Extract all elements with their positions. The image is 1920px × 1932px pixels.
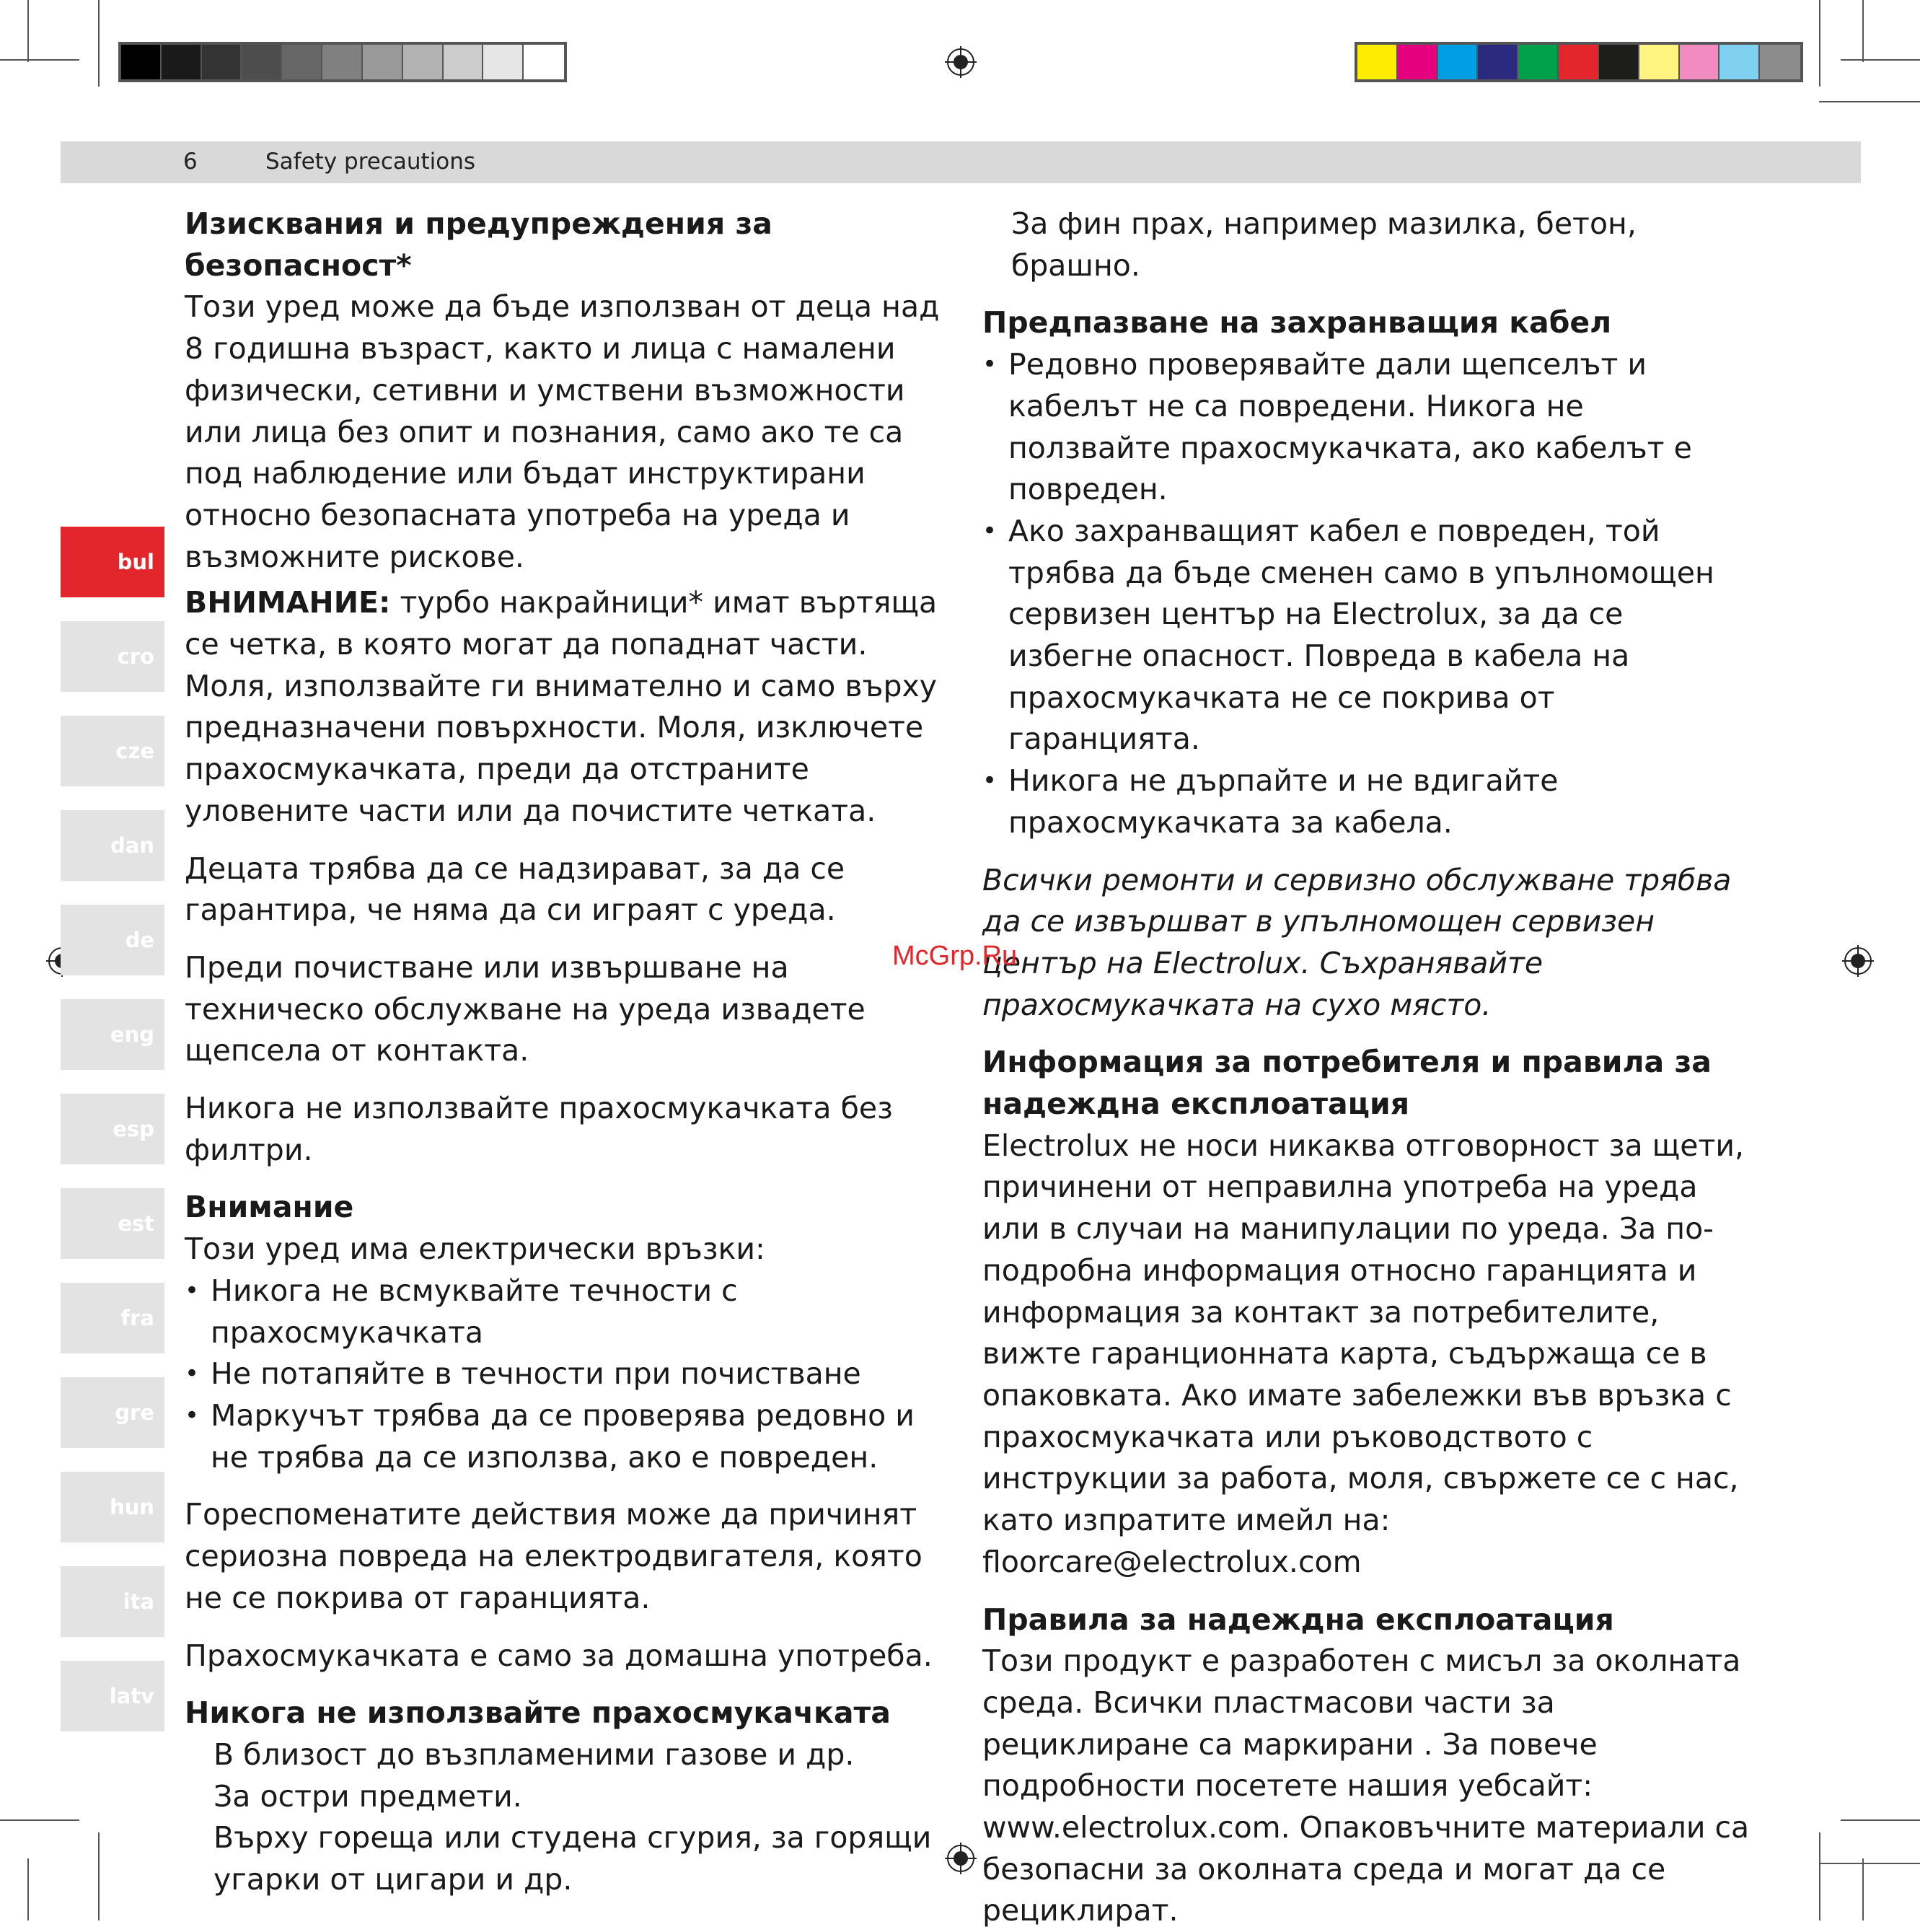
color-swatch bbox=[444, 45, 484, 79]
color-swatch bbox=[1438, 45, 1479, 79]
list-item: • Маркучът трябва да се проверява редовно и не трябва да се използва, ако е повреден. bbox=[185, 1395, 956, 1478]
registration-mark-icon bbox=[945, 46, 977, 78]
caution-heading: Внимание bbox=[185, 1190, 354, 1225]
language-tab-ita[interactable]: ita bbox=[61, 1566, 164, 1637]
cable-protection-heading: Предпазване на захранващия кабел bbox=[982, 305, 1612, 341]
color-swatch bbox=[1599, 45, 1639, 79]
color-swatch bbox=[1680, 45, 1720, 79]
language-tab-eng[interactable]: eng bbox=[61, 999, 164, 1070]
language-tab-esp[interactable]: esp bbox=[61, 1094, 164, 1164]
crop-mark bbox=[98, 0, 100, 87]
never-item: В близост до възпламеними газове и др. bbox=[213, 1736, 855, 1772]
language-tab-fra[interactable]: fra bbox=[61, 1283, 164, 1353]
color-swatch bbox=[282, 45, 322, 79]
reliable-operation-heading: Правила за надеждна експлоатация bbox=[982, 1602, 1614, 1637]
list-item: • Никога не всмуквайте течности с прахосмукачката bbox=[185, 1270, 956, 1353]
list-item: • Никога не дърпайте и не вдигайте прахосмукачката за кабела. bbox=[982, 760, 1754, 843]
supervise-children-paragraph: Децата трябва да се надзирават, за да се гарантира, че няма да си играят с уреда. bbox=[185, 851, 845, 928]
crop-mark bbox=[1862, 1858, 1864, 1920]
crop-mark bbox=[0, 59, 79, 61]
right-column bbox=[982, 203, 1754, 1932]
color-swatch bbox=[403, 45, 444, 79]
cable-list bbox=[982, 344, 1754, 843]
color-swatch bbox=[121, 45, 162, 79]
color-swatch bbox=[1719, 45, 1760, 79]
color-swatch bbox=[363, 45, 403, 79]
registration-mark-icon bbox=[1842, 945, 1874, 977]
never-item: За фин прах, например мазилка, бетон, брашно. bbox=[1011, 206, 1637, 283]
repairs-note-text: Всички ремонти и сервизно обслужване трябва да се извършват в упълномощен сервизен център на Electrolux. Съхранявайте прахосмукачката на сухо място. bbox=[982, 862, 1732, 1022]
color-swatch bbox=[1559, 45, 1599, 79]
children-usage-paragraph: Този уред може да бъде използван от деца над 8 годишна възраст, както и лица с намалени физически, сетивни и умствени възможности или лица без опит и познания, само ако те са под наблюдение или бъдат инструктирани относно безопасната употреба на уреда и възможните рискове. bbox=[185, 289, 940, 574]
crop-mark bbox=[1819, 1863, 1920, 1864]
color-swatch bbox=[202, 45, 242, 79]
color-swatch bbox=[524, 45, 564, 79]
motor-damage-paragraph: Гореспоменатите действия може да причинят сериозна повреда на електродвигателя, която не се покрива от гаранцията. bbox=[185, 1497, 922, 1615]
page-header bbox=[61, 141, 1861, 183]
filters-paragraph: Никога не използвайте прахосмукачката без филтри. bbox=[185, 1091, 893, 1167]
crop-mark bbox=[27, 0, 29, 62]
crop-mark bbox=[1819, 1832, 1820, 1920]
electrical-list bbox=[185, 1270, 956, 1479]
color-swatch bbox=[1639, 45, 1680, 79]
language-tab-bul[interactable]: bul bbox=[61, 527, 164, 597]
language-tab-hun[interactable]: hun bbox=[61, 1472, 164, 1542]
language-tab-de[interactable]: de bbox=[61, 905, 164, 975]
grayscale-color-bar bbox=[118, 42, 567, 82]
liability-paragraph: Electrolux не носи никаква отговорност за щети, причинени от неправилна употреба на уреда или в случаи на манипулации по уреда. За по-подробна информация относно гаранцията и информация за контакт за потребителите, вижте гаранционната карта, съдържаща се в опаковката. Ако имате забележки във връзка с прахосмукачката или ръководството с инструкции за работа, моля, свържете се с нас, като изпратите имейл на: floorcare@electrolux.com bbox=[982, 1128, 1745, 1579]
color-swatch bbox=[1478, 45, 1518, 79]
household-use-paragraph: Прахосмукачката е само за домашна употреба. bbox=[185, 1638, 933, 1673]
never-item: За остри предмети. bbox=[213, 1778, 522, 1814]
crop-mark bbox=[98, 1832, 100, 1920]
crop-mark bbox=[1819, 0, 1820, 87]
left-column bbox=[185, 203, 956, 1901]
language-tab-est[interactable]: est bbox=[61, 1188, 164, 1259]
language-tab-dan[interactable]: dan bbox=[61, 810, 164, 881]
watermark: McGrp.Ru bbox=[892, 941, 1018, 971]
environment-paragraph: Този продукт е разработен с мисъл за околната среда. Всички пластмасови части за рециклиране са маркирани . За повече подробности посетете нашия уебсайт: www.electrolux.com. Опаковъчните материали са безопасни за околната среда и могат да се рециклират. bbox=[982, 1643, 1750, 1928]
never-item: Върху гореща или студена сгурия, за горящи угарки от цигари и др. bbox=[213, 1820, 932, 1897]
language-tab-latv[interactable]: latv bbox=[61, 1661, 164, 1731]
electrical-paragraph: Този уред има електрически връзки: bbox=[185, 1231, 765, 1267]
language-tab-gre[interactable]: gre bbox=[61, 1377, 164, 1448]
color-swatch bbox=[1760, 45, 1800, 79]
never-use-heading: Никога не използвайте прахосмукачката bbox=[185, 1695, 891, 1731]
list-item: • Редовно проверявайте дали щепселът и кабелът не са повредени. Никога не ползвайте прахосмукачката, ако кабелът е повреден. bbox=[982, 344, 1754, 511]
language-tab-cro[interactable]: cro bbox=[61, 621, 164, 692]
warning-label: ВНИМАНИЕ: bbox=[185, 585, 391, 620]
process-color-bar bbox=[1355, 42, 1803, 82]
color-swatch bbox=[1398, 45, 1438, 79]
section-title: Safety precautions bbox=[265, 149, 476, 175]
color-swatch bbox=[242, 45, 282, 79]
list-item: • Не потапяйте в течности при почистване bbox=[185, 1353, 956, 1395]
color-swatch bbox=[322, 45, 363, 79]
language-tab-cze[interactable]: cze bbox=[61, 716, 164, 786]
crop-mark bbox=[27, 1858, 29, 1920]
user-info-heading: Информация за потребителя и правила за надеждна експлоатация bbox=[982, 1045, 1712, 1122]
color-swatch bbox=[1518, 45, 1559, 79]
color-swatch bbox=[162, 45, 202, 79]
warning-text: турбо накрайници* имат въртяща се четка, в която могат да попаднат части. Моля, използвайте ги внимателно и само върху предназначени повърхности. Моля, изключете прахосмукачката, преди да отстраните уловените части или да почистите четката. bbox=[185, 585, 938, 828]
crop-mark bbox=[1819, 101, 1920, 102]
crop-mark bbox=[1841, 59, 1920, 61]
page-number: 6 bbox=[183, 149, 198, 175]
safety-requirements-heading: Изисквания и предупреждения за безопасност* bbox=[185, 206, 772, 283]
list-item: • Ако захранващият кабел е повреден, той трябва да бъде сменен само в упълномощен сервизен център на Electrolux, за да се избегне опасност. Повреда в кабела на прахосмукачката не се покрива от гаранцията. bbox=[982, 511, 1754, 760]
crop-mark bbox=[1862, 0, 1864, 62]
turbo-warning-paragraph bbox=[185, 582, 956, 832]
crop-mark bbox=[0, 1819, 79, 1821]
unplug-paragraph: Преди почистване или извършване на техническо обслужване на уреда извадете щепсела от контакта. bbox=[185, 949, 866, 1068]
crop-mark bbox=[1841, 1819, 1920, 1821]
color-swatch bbox=[483, 45, 524, 79]
repairs-note bbox=[982, 860, 1754, 1027]
color-swatch bbox=[1357, 45, 1398, 79]
